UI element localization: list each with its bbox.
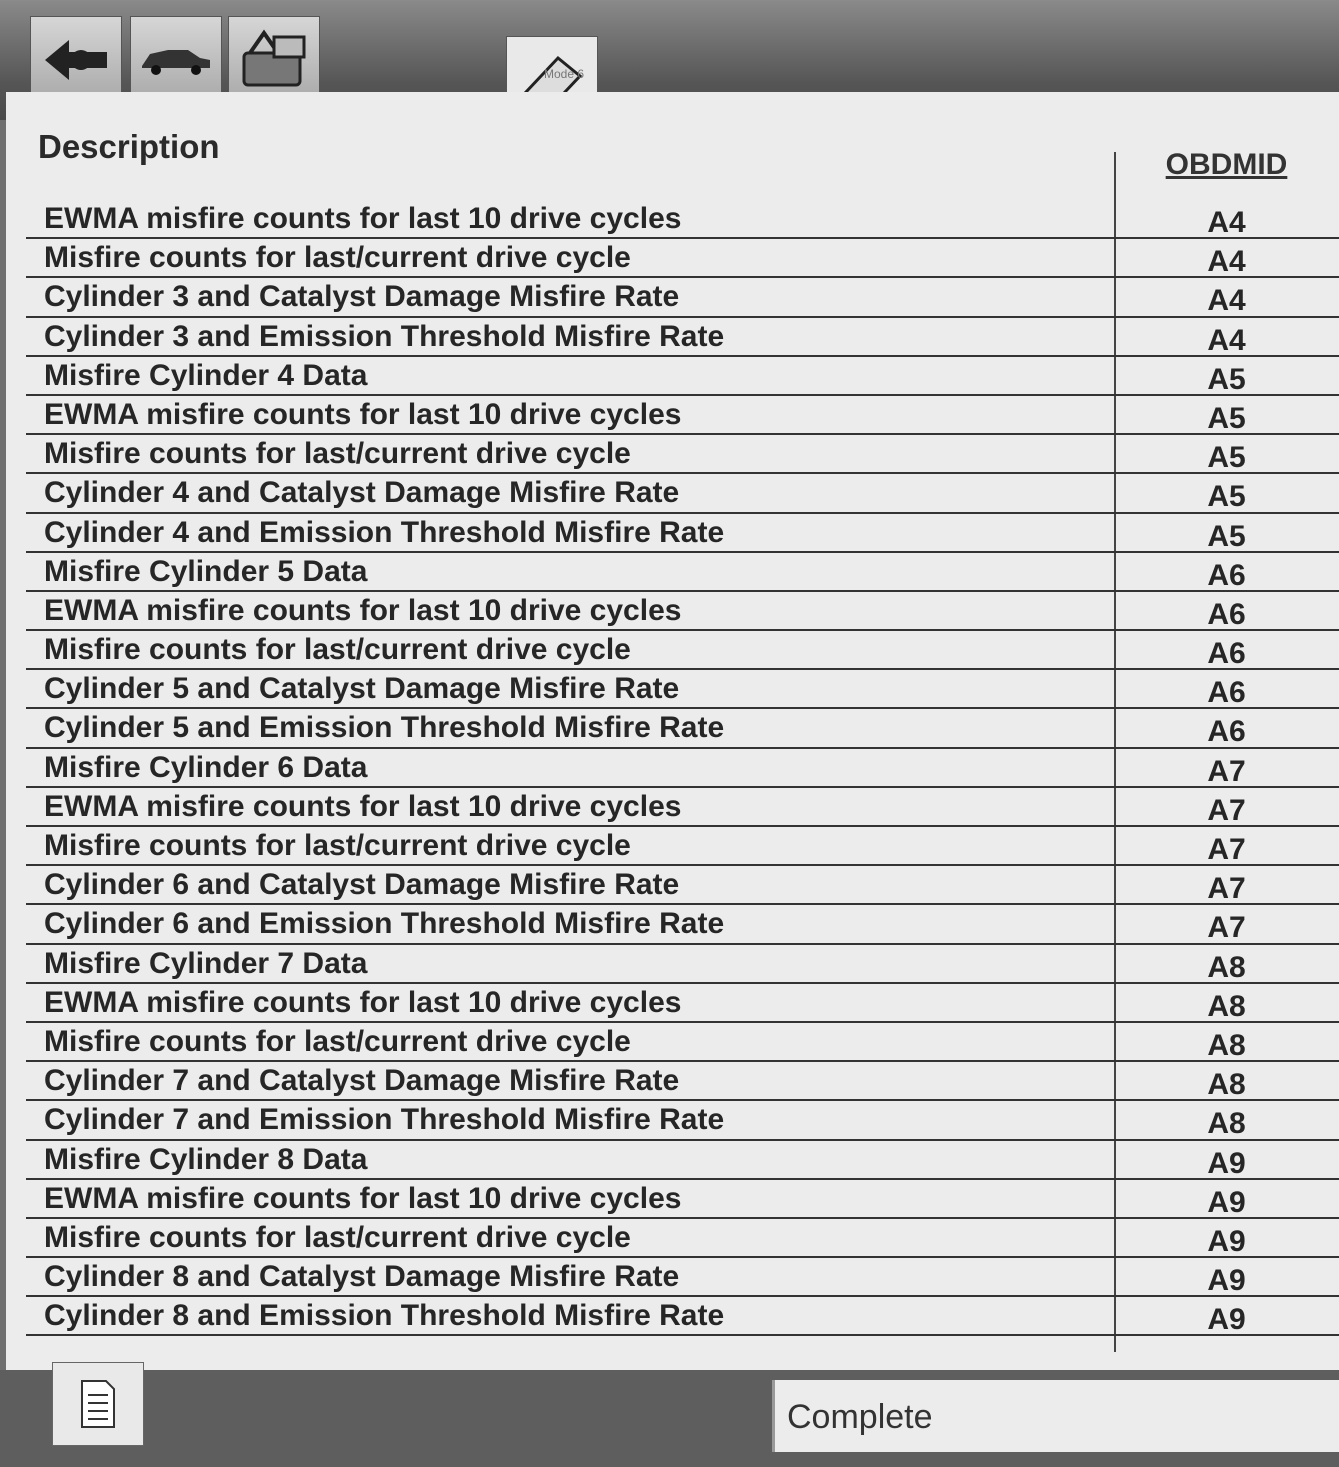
back-arrow-icon (41, 30, 111, 90)
table-row[interactable] (26, 1258, 1339, 1297)
row-description: Misfire counts for last/current drive cycle (44, 829, 631, 862)
row-obdmid: A8 (1207, 1068, 1246, 1102)
table-row[interactable] (26, 239, 1339, 278)
row-description: EWMA misfire counts for last 10 drive cycles (44, 1181, 682, 1215)
row-description: Cylinder 3 and Emission Threshold Misfire Rate (44, 319, 725, 353)
row-description: EWMA misfire counts for last 10 drive cycles (44, 985, 682, 1019)
row-description: Cylinder 6 and Catalyst Damage Misfire Rate (44, 868, 680, 902)
row-obdmid: A8 (1207, 989, 1246, 1023)
row-description: Cylinder 4 and Catalyst Damage Misfire Rate (44, 476, 680, 510)
row-obdmid: A6 (1207, 558, 1246, 592)
row-obdmid: A4 (1207, 323, 1246, 357)
table-row[interactable] (26, 866, 1339, 905)
table-row[interactable] (26, 1219, 1339, 1258)
row-description: Misfire counts for last/current drive cycle (44, 241, 631, 275)
row-obdmid: A4 (1207, 245, 1246, 279)
table-row[interactable] (26, 709, 1339, 748)
row-obdmid: A4 (1207, 206, 1246, 239)
row-description: Misfire Cylinder 8 Data (44, 1142, 368, 1176)
row-obdmid: A7 (1207, 911, 1246, 945)
tools-tab[interactable] (228, 16, 320, 104)
table-row[interactable] (26, 1062, 1339, 1101)
row-obdmid: A5 (1207, 401, 1246, 435)
table-row[interactable] (26, 357, 1339, 396)
row-description: Misfire Cylinder 4 Data (44, 358, 368, 392)
table-header (6, 92, 1339, 181)
table-row[interactable] (26, 1101, 1339, 1140)
table-row[interactable] (26, 945, 1339, 984)
row-description: Cylinder 3 and Catalyst Damage Misfire Rate (44, 280, 680, 314)
table-row[interactable] (26, 553, 1339, 592)
table-row[interactable] (26, 396, 1339, 435)
table-row[interactable] (26, 788, 1339, 827)
row-obdmid: A5 (1207, 362, 1246, 396)
row-obdmid: A6 (1207, 597, 1246, 631)
vehicle-tab[interactable] (130, 16, 222, 104)
row-description: EWMA misfire counts for last 10 drive cycles (44, 397, 682, 431)
table-row[interactable] (26, 1180, 1339, 1219)
row-obdmid: A4 (1207, 284, 1246, 318)
row-obdmid: A8 (1207, 1028, 1246, 1062)
row-description: EWMA misfire counts for last 10 drive cycles (44, 593, 682, 627)
table-row[interactable] (26, 631, 1339, 670)
table-row[interactable] (26, 592, 1339, 631)
table-row[interactable] (26, 749, 1339, 788)
row-description: Cylinder 5 and Catalyst Damage Misfire Rate (44, 672, 680, 706)
row-obdmid: A5 (1207, 441, 1246, 475)
table-row[interactable] (26, 318, 1339, 357)
row-description: Misfire Cylinder 5 Data (44, 554, 368, 588)
row-description: Misfire counts for last/current drive cycle (44, 1024, 631, 1058)
row-obdmid: A8 (1207, 1107, 1246, 1141)
row-description: Cylinder 7 and Emission Threshold Misfire Rate (44, 1103, 725, 1137)
table-row[interactable] (26, 474, 1339, 513)
obdmid-column-header[interactable]: OBDMID (1165, 148, 1288, 181)
report-button[interactable] (52, 1362, 144, 1446)
row-description: Cylinder 6 and Emission Threshold Misfire Rate (44, 907, 725, 941)
status-text: Complete (787, 1398, 933, 1436)
description-column-header[interactable]: Description (38, 128, 220, 165)
table-row[interactable] (26, 827, 1339, 866)
tools-icon (234, 25, 314, 95)
row-obdmid: A6 (1207, 637, 1246, 671)
table-row[interactable] (26, 514, 1339, 553)
table-row[interactable] (26, 984, 1339, 1023)
row-obdmid: A9 (1207, 1224, 1246, 1258)
row-description: Misfire Cylinder 7 Data (44, 946, 368, 980)
vehicle-icon (138, 40, 214, 80)
table-row[interactable] (26, 200, 1339, 239)
row-obdmid: A9 (1207, 1303, 1246, 1337)
row-description: Misfire counts for last/current drive cycle (44, 1220, 631, 1254)
table-row[interactable] (26, 1141, 1339, 1180)
row-obdmid: A5 (1207, 519, 1246, 553)
row-description: Misfire Cylinder 6 Data (44, 750, 368, 784)
table-row[interactable] (26, 1297, 1339, 1336)
row-description: Misfire counts for last/current drive cycle (44, 437, 631, 471)
mode6-label: Mode 6 (544, 66, 585, 81)
row-description: Cylinder 7 and Catalyst Damage Misfire Rate (44, 1064, 680, 1098)
row-obdmid: A9 (1207, 1264, 1246, 1298)
row-obdmid: A7 (1207, 754, 1246, 788)
table-row[interactable] (26, 905, 1339, 944)
row-description: Cylinder 8 and Catalyst Damage Misfire Rate (44, 1260, 680, 1294)
row-description: Misfire counts for last/current drive cycle (44, 633, 631, 667)
document-icon (78, 1379, 118, 1429)
row-obdmid: A8 (1207, 950, 1246, 984)
row-obdmid: A7 (1207, 872, 1246, 906)
status-field (772, 1380, 1339, 1452)
row-description: Cylinder 5 and Emission Threshold Misfire Rate (44, 711, 725, 745)
row-obdmid: A7 (1207, 793, 1246, 827)
table-body (26, 200, 1339, 1336)
row-description: Cylinder 4 and Emission Threshold Misfire Rate (44, 515, 725, 549)
back-tab[interactable] (30, 16, 122, 104)
table-row[interactable] (26, 1023, 1339, 1062)
row-obdmid: A9 (1207, 1185, 1246, 1219)
row-obdmid: A5 (1207, 480, 1246, 514)
row-description: EWMA misfire counts for last 10 drive cycles (44, 202, 682, 235)
data-panel (6, 92, 1339, 1370)
row-description: Cylinder 8 and Emission Threshold Misfire Rate (44, 1299, 725, 1333)
table-row[interactable] (26, 435, 1339, 474)
row-obdmid: A7 (1207, 833, 1246, 866)
row-obdmid: A6 (1207, 676, 1246, 710)
table-row[interactable] (26, 278, 1339, 317)
row-obdmid: A9 (1207, 1146, 1246, 1180)
table-row[interactable] (26, 670, 1339, 709)
row-description: EWMA misfire counts for last 10 drive cycles (44, 789, 682, 823)
row-obdmid: A6 (1207, 715, 1246, 749)
